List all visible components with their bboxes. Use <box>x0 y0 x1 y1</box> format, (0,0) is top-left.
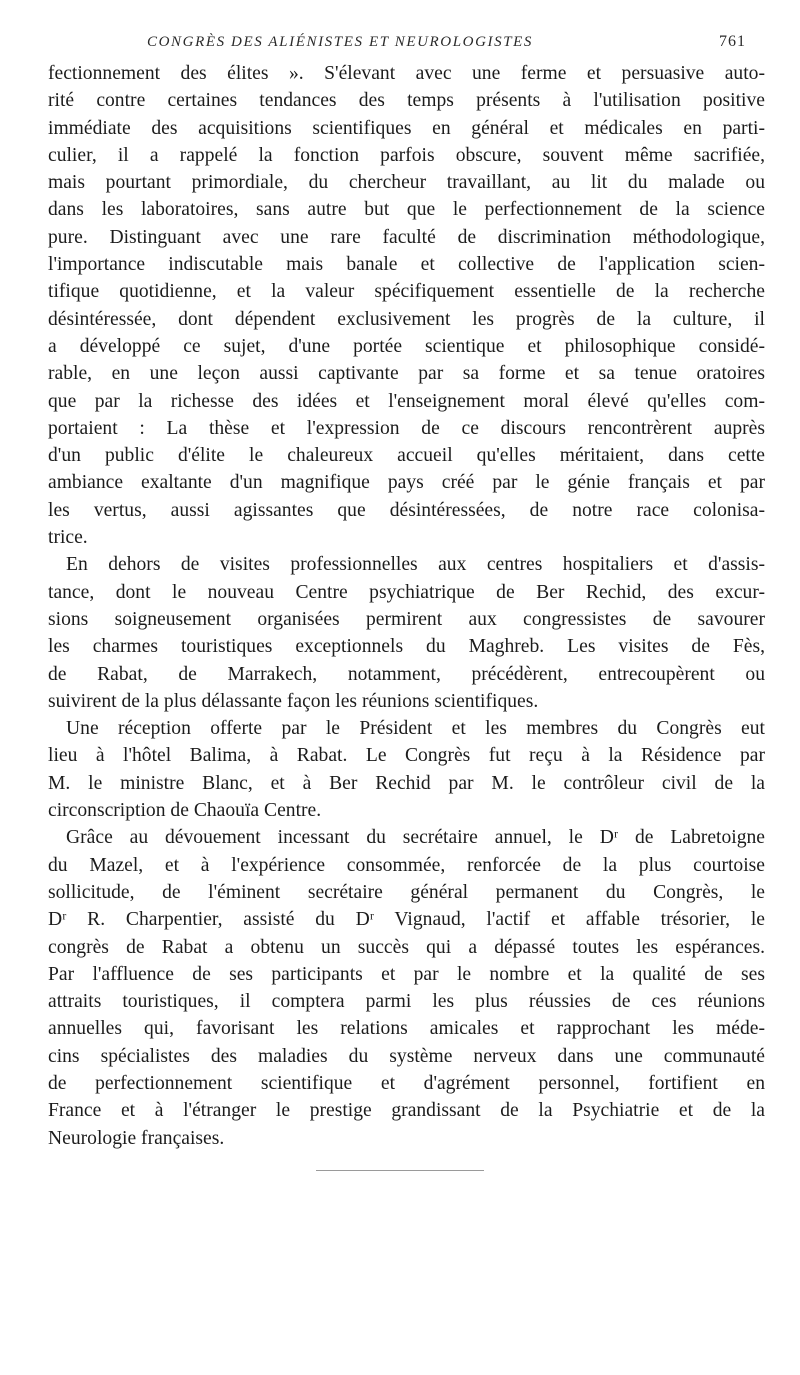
text-line: suivirent de la plus délassante façon les réunions scientifiques. <box>48 690 539 712</box>
text-line: de perfectionnement scientifique et d'agrément personnel, fortifient en <box>48 1072 765 1094</box>
text-line: ambiance exaltante d'un magnifique pays créé par le génie français et par <box>48 472 765 494</box>
text-line: En dehors de visites professionnelles aux centres hospitaliers et d'assis- <box>66 554 765 576</box>
text-line: d'un public d'élite le chaleureux accueil qu'elles méritaient, dans cette <box>48 445 765 467</box>
text-line: dans les laboratoires, sans autre but que le perfectionnement de la science <box>48 199 765 221</box>
text-line: Une réception offerte par le Président et les membres du Congrès eut <box>66 718 765 740</box>
text-line: circonscription de Chaouïa Centre. <box>48 800 322 822</box>
text-line: immédiate des acquisitions scientifiques en général et médicales en parti- <box>48 117 765 139</box>
text-line: lieu à l'hôtel Balima, à Rabat. Le Congrès fut reçu à la Résidence par <box>48 745 765 767</box>
text-line: congrès de Rabat a obtenu un succès qui a dépassé toutes les espérances. <box>48 936 765 958</box>
text-line: Grâce au dévouement incessant du secrétaire annuel, le Dʳ de Labretoigne <box>66 827 765 849</box>
text-line: fectionnement des élites ». S'élevant avec une ferme et persuasive auto- <box>48 63 765 84</box>
text-line: a développé ce sujet, d'une portée scientique et philosophique considé- <box>48 335 765 357</box>
text-line: portaient : La thèse et l'expression de ce discours rencontrèrent auprès <box>48 417 765 439</box>
text-line: tance, dont le nouveau Centre psychiatrique de Ber Rechid, des excur- <box>48 581 765 603</box>
text-line: trice. <box>48 527 88 549</box>
text-line: l'importance indiscutable mais banale et collective de l'application scien- <box>48 254 765 276</box>
paragraph-4 <box>48 824 765 1152</box>
text-line: du Mazel, et à l'expérience consommée, renforcée de la plus courtoise <box>48 854 765 876</box>
paragraph-2 <box>48 551 765 715</box>
paragraph-1 <box>48 60 765 551</box>
text-line: tifique quotidienne, et la valeur spécifiquement essentielle de la recherche <box>48 281 765 303</box>
text-line: les vertus, aussi agissantes que désintéressées, de notre race colonisa- <box>48 499 765 521</box>
text-line: rable, en une leçon aussi captivante par sa forme et sa tenue oratoires <box>48 363 765 385</box>
text-line: mais pourtant primordiale, du chercheur travaillant, au lit du malade ou <box>48 172 765 194</box>
page-number: 761 <box>719 33 746 50</box>
body-text <box>48 60 765 1152</box>
text-line: cins spécialistes des maladies du système nerveux dans une communauté <box>48 1045 765 1067</box>
text-line: que par la richesse des idées et l'enseignement moral élevé qu'elles com- <box>48 390 765 412</box>
text-line: Par l'affluence de ses participants et par le nombre et la qualité de ses <box>48 963 765 985</box>
text-line: sollicitude, de l'éminent secrétaire général permanent du Congrès, le <box>48 881 765 903</box>
text-line: culier, il a rappelé la fonction parfois obscure, souvent même sacrifiée, <box>48 144 765 166</box>
text-line: attraits touristiques, il comptera parmi les plus réussies de ces réunions <box>48 991 765 1013</box>
running-head: CONGRÈS DES ALIÉNISTES ET NEUROLOGISTES <box>147 34 534 50</box>
text-line: Dʳ R. Charpentier, assisté du Dʳ Vignaud, l'actif et affable trésorier, le <box>48 909 765 931</box>
text-line: les charmes touristiques exceptionnels du Maghreb. Les visites de Fès, <box>48 636 765 658</box>
closing-rule <box>316 1170 484 1171</box>
text-line: de Rabat, de Marrakech, notamment, précédèrent, entrecoupèrent ou <box>48 663 765 685</box>
text-line: rité contre certaines tendances des temps présents à l'utilisation positive <box>48 90 765 112</box>
text-line: France et à l'étranger le prestige grandissant de la Psychiatrie et de la <box>48 1100 765 1122</box>
text-line: Neurologie françaises. <box>48 1127 225 1149</box>
text-line: pure. Distinguant avec une rare faculté de discrimination méthodologique, <box>48 226 765 248</box>
paragraph-3 <box>48 715 765 824</box>
text-line: M. le ministre Blanc, et à Ber Rechid par M. le contrôleur civil de la <box>48 772 765 794</box>
text-line: désintéressée, dont dépendent exclusivement les progrès de la culture, il <box>48 308 765 330</box>
text-line: annuelles qui, favorisant les relations amicales et rapprochant les méde- <box>48 1018 765 1040</box>
text-line: sions soigneusement organisées permirent aux congressistes de savourer <box>48 608 765 630</box>
